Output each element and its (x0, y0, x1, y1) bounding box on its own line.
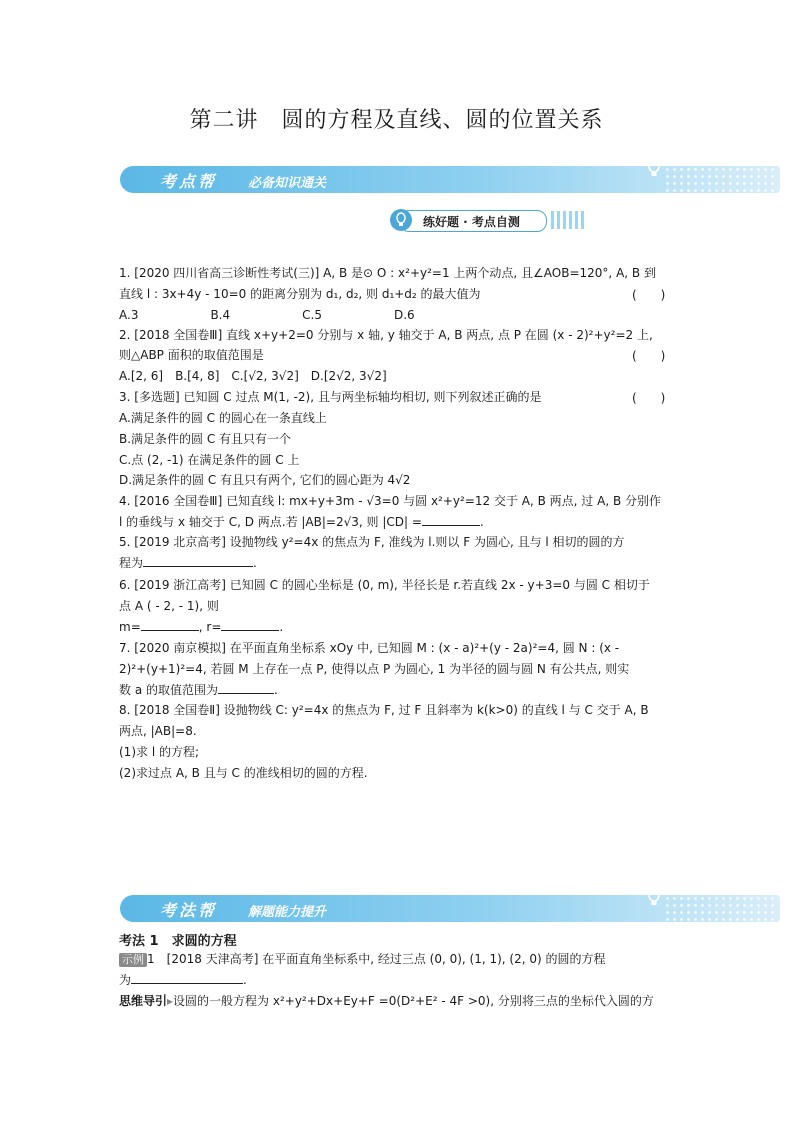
answer-blank (221, 618, 279, 631)
q1-options: A.3 B.4 C.5 D.6 (119, 308, 415, 322)
example-line2: 为 . (119, 973, 247, 987)
answer-blank (143, 554, 253, 567)
q8-part2: (2)求过点 A, B 且与 C 的准线相切的圆的方程. (119, 766, 368, 780)
q2-answer-paren: ( ) (632, 349, 666, 363)
q2-line1: 2. [2018 全国卷Ⅲ] 直线 x+y+2=0 分别与 x 轴, y 轴交于 A, B 两点, 点 P 在圆 (x - 2)²+y²=2 上, (119, 328, 653, 342)
q1-answer-paren: ( ) (632, 288, 666, 302)
q6-r-label: , r= (198, 620, 222, 634)
pill-label: 练好题 · 考点自测 (423, 215, 520, 229)
q8-part1: (1)求 l 的方程; (119, 745, 200, 759)
q4-line2: l 的垂线与 x 轴交于 C, D 两点.若 |AB|=2√3, 则 |CD| = . (119, 515, 484, 529)
q3-option-a: A.满足条件的圆 C 的圆心在一条直线上 (119, 411, 327, 425)
q5-line2: 程为 . (119, 556, 257, 570)
q3-option-b: B.满足条件的圆 C 有且只有一个 (119, 432, 292, 446)
stripe-decoration (551, 211, 585, 229)
answer-blank (218, 681, 274, 694)
q6-line1: 6. [2019 浙江高考] 已知圆 C 的圆心坐标是 (0, m), 半径长是 r.若直线 2x - y+3=0 与圆 C 相切于 (119, 578, 650, 592)
q2-options: A.[2, 6] B.[4, 8] C.[√2, 3√2] D.[2√2, 3√2] (119, 369, 387, 383)
q7-line2: 2)²+(y+1)²=4, 若圆 M 上存在一点 P, 使得以点 P 为圆心, 1 为半径的圆与圆 N 有公共点, 则实 (119, 662, 630, 676)
thinking-guide: 思维导引▸设圆的一般方程为 x²+y²+Dx+Ey+F =0(D²+E² - 4F >0), 分别将三点的坐标代入圆的方 (119, 994, 654, 1008)
example-line2-text: 为 (119, 973, 132, 987)
q1-line1: 1. [2020 四川省高三诊断性考试(三)] A, B 是⊙ O : x²+y²=1 上两个动点, 且∠AOB=120°, A, B 到 (119, 266, 656, 280)
example-tag: 示例 (119, 953, 147, 967)
guide-text: 设圆的一般方程为 x²+y²+Dx+Ey+F =0(D²+E² - 4F >0), 分别将三点的坐标代入圆的方 (173, 994, 654, 1008)
q5-line2-text: 程为 (119, 556, 144, 570)
answer-blank (131, 971, 243, 984)
method-heading: 考法 1 求圆的方程 (119, 934, 237, 949)
answer-blank (141, 618, 199, 631)
example-line1 (119, 949, 679, 969)
example-text: [2018 天津高考] 在平面直角坐标系中, 经过三点 (0, 0), (1, 1), (2, 0) 的圆的方程 (166, 952, 606, 966)
dot-pattern (664, 895, 774, 922)
q8-line1: 8. [2018 全国卷Ⅱ] 设抛物线 C: y²=4x 的焦点为 F, 过 F 且斜率为 k(k>0) 的直线 l 与 C 交于 A, B (119, 703, 649, 717)
section-banner-kaofabang (120, 895, 780, 922)
lightbulb-icon (389, 208, 413, 232)
answer-blank (422, 513, 480, 526)
q4-line2-text: l 的垂线与 x 轴交于 C, D 两点.若 |AB|=2√3, 则 |CD| = (119, 515, 422, 529)
q7-line3-text: 数 a 的取值范围为 (119, 683, 218, 697)
q7-line1: 7. [2020 南京模拟] 在平面直角坐标系 xOy 中, 已知圆 M : (x - a)²+(y - 2a)²=4, 圆 N : (x - (119, 641, 620, 655)
practice-pill (385, 208, 585, 232)
section-banner-kaodianbang (120, 166, 780, 193)
q7-line3: 数 a 的取值范围为 . (119, 683, 278, 697)
q6-line2: 点 A ( - 2, - 1), 则 (119, 599, 219, 613)
q3-line1: 3. [多选题] 已知圆 C 过点 M(1, -2), 且与两坐标轴均相切, 则下列叙述正确的是 (119, 390, 542, 404)
lightbulb-icon (647, 158, 661, 180)
lightbulb-icon (647, 887, 661, 909)
q6-m-label: m= (119, 620, 141, 634)
q3-option-d: D.满足条件的圆 C 有且只有两个, 它们的圆心距为 4√2 (119, 473, 411, 487)
q8-line2: 两点, |AB|=8. (119, 724, 197, 738)
guide-tag: 思维导引 (119, 994, 168, 1008)
example-number: 1 (147, 952, 155, 966)
q2-line2: 则△ABP 面积的取值范围是 (119, 348, 264, 362)
q1-line2: 直线 l : 3x+4y - 10=0 的距离分别为 d₁, d₂, 则 d₁+d₂ 的最大值为 (119, 287, 481, 301)
banner-sub-label: 必备知识通关 (248, 176, 327, 191)
q5-line1: 5. [2019 北京高考] 设抛物线 y²=4x 的焦点为 F, 准线为 l.则以 F 为圆心, 且与 l 相切的圆的方 (119, 535, 625, 549)
banner-main-label: 考点帮 (160, 172, 218, 191)
page-title: 第二讲 圆的方程及直线、圆的位置关系 (189, 108, 604, 133)
q6-line3: m= , r= . (119, 620, 284, 634)
dot-pattern (664, 166, 774, 193)
banner-main-label: 考法帮 (160, 901, 218, 920)
q3-option-c: C.点 (2, -1) 在满足条件的圆 C 上 (119, 453, 300, 467)
q3-answer-paren: ( ) (632, 391, 666, 405)
q4-line1: 4. [2016 全国卷Ⅲ] 已知直线 l: mx+y+3m - √3=0 与圆 x²+y²=12 交于 A, B 两点, 过 A, B 分别作 (119, 494, 662, 508)
banner-sub-label: 解题能力提升 (248, 905, 327, 920)
